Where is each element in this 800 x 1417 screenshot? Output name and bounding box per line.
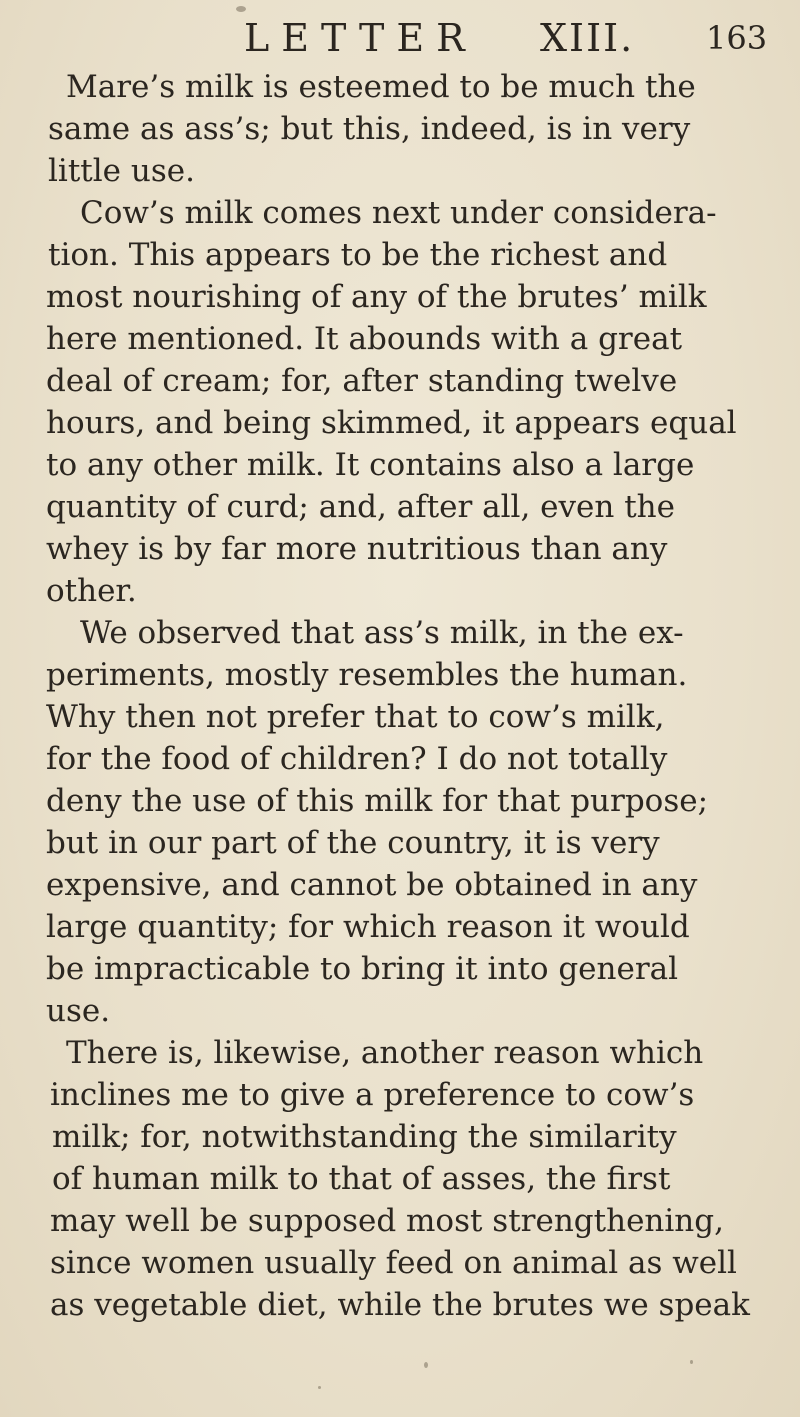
ink-speck xyxy=(690,1360,693,1364)
text-line: since women usually feed on animal as well xyxy=(50,1245,737,1281)
ink-speck xyxy=(236,6,246,12)
text-line: quantity of curd; and, after all, even the xyxy=(46,489,675,525)
text-line: little use. xyxy=(48,153,195,189)
text-line: Cow’s milk comes next under considera- xyxy=(80,195,717,231)
text-line: to any other milk. It contains also a large xyxy=(46,447,695,483)
chapter-number: XIII. xyxy=(540,16,635,60)
text-line: whey is by far more nutritious than any xyxy=(46,531,668,567)
text-line: expensive, and cannot be obtained in any xyxy=(46,867,698,903)
page-number: 163 xyxy=(706,19,768,57)
text-line: may well be supposed most strengthening, xyxy=(50,1203,724,1239)
text-line: There is, likewise, another reason which xyxy=(66,1035,704,1071)
text-line: for the food of children? I do not totally xyxy=(46,741,668,777)
text-line: of human milk to that of asses, the first xyxy=(52,1161,671,1197)
text-line: inclines me to give a preference to cow’s xyxy=(50,1077,695,1113)
text-line: most nourishing of any of the brutes’ milk xyxy=(46,279,707,315)
text-line: We observed that ass’s milk, in the ex- xyxy=(80,615,684,651)
text-line: Why then not prefer that to cow’s milk, xyxy=(46,699,665,735)
text-line: use. xyxy=(46,993,111,1029)
text-line: large quantity; for which reason it would xyxy=(46,909,690,945)
page-header xyxy=(244,14,768,62)
text-line: be impracticable to bring it into general xyxy=(46,951,679,987)
text-line: tion. This appears to be the richest and xyxy=(48,237,668,273)
text-line: periments, mostly resembles the human. xyxy=(46,657,688,693)
text-line: hours, and being skimmed, it appears equal xyxy=(46,405,737,441)
text-line: same as ass’s; but this, indeed, is in very xyxy=(48,111,691,147)
ink-speck xyxy=(318,1386,321,1389)
text-line: here mentioned. It abounds with a great xyxy=(46,321,683,357)
text-line: Mare’s milk is esteemed to be much the xyxy=(66,69,696,105)
text-line: but in our part of the country, it is very xyxy=(46,825,660,861)
text-line: other. xyxy=(46,573,137,609)
running-title: LETTER xyxy=(244,16,477,60)
ink-speck xyxy=(424,1362,428,1368)
text-line: deal of cream; for, after standing twelve xyxy=(46,363,678,399)
text-line: as vegetable diet, while the brutes we speak xyxy=(50,1287,750,1323)
text-line: deny the use of this milk for that purpose; xyxy=(46,783,709,819)
text-line: milk; for, notwithstanding the similarity xyxy=(52,1119,677,1155)
